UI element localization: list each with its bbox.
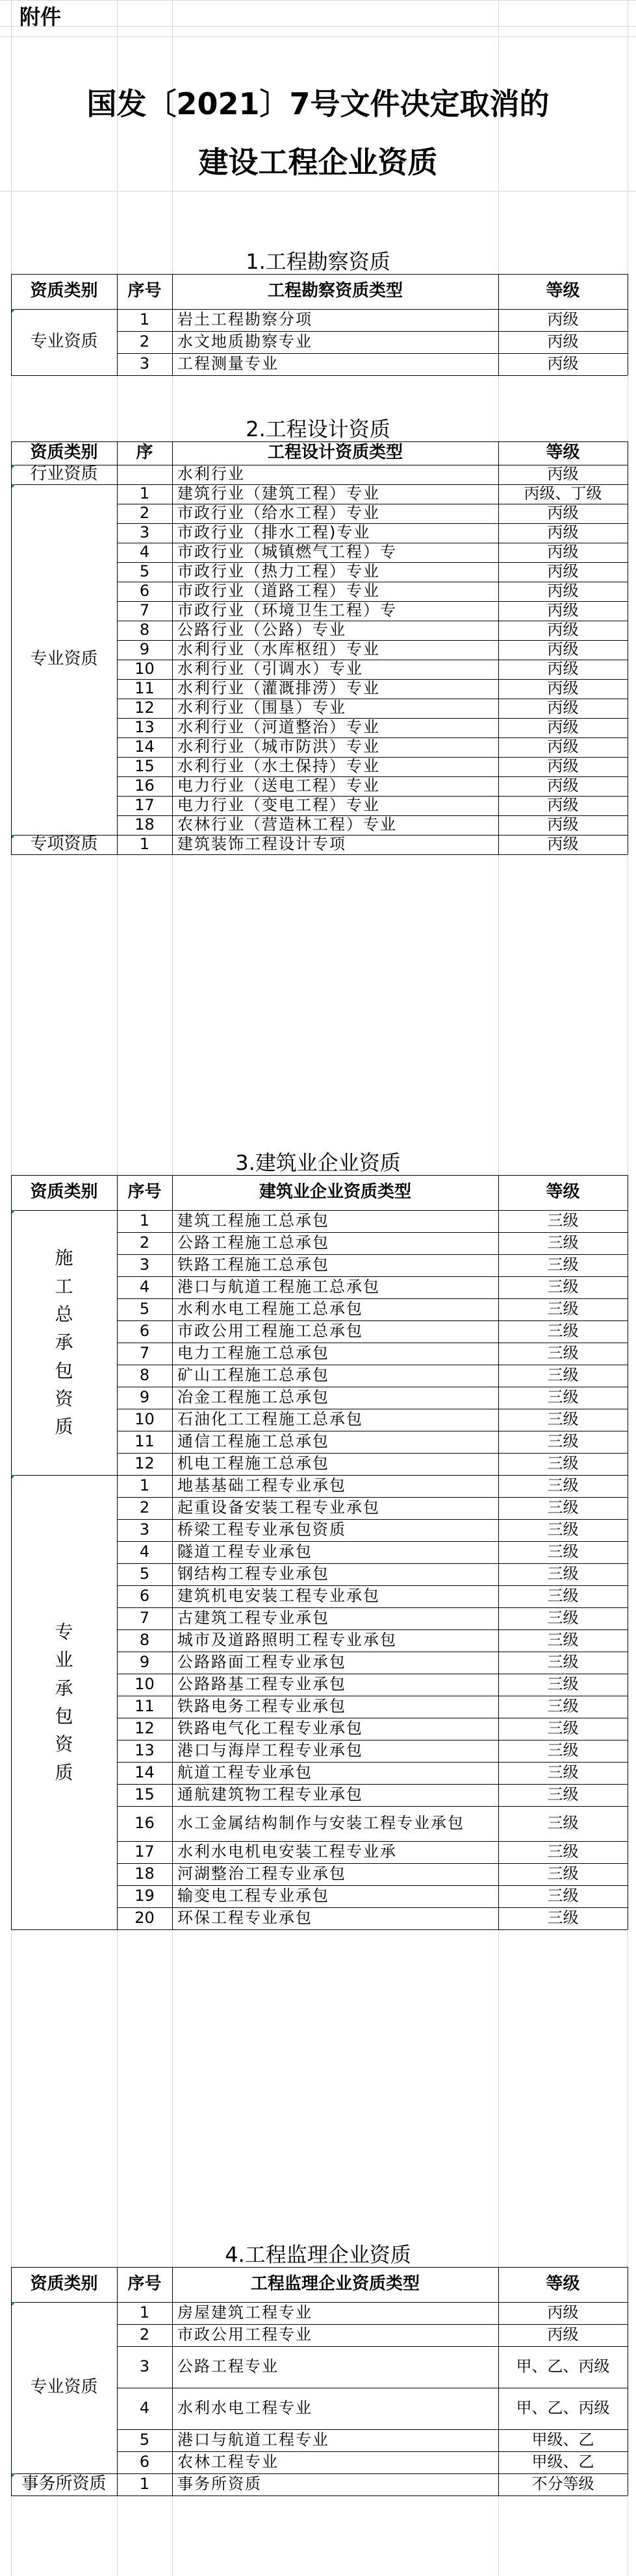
row-level: 三级 (547, 1719, 579, 1738)
row-seq: 1 (139, 835, 150, 854)
row-level: 三级 (547, 1256, 579, 1274)
row-type: 水利行业 (177, 465, 245, 484)
row-level: 甲级、乙 (531, 2453, 594, 2471)
column-header-seq: 序号 (127, 281, 162, 301)
row-type: 水利行业（河道整治）专业 (177, 718, 380, 737)
gridline (0, 191, 636, 192)
column-header-level: 等级 (546, 281, 580, 301)
row-seq: 3 (139, 1256, 150, 1274)
table-border (172, 441, 173, 854)
section-title: 2.工程设计资质 (246, 417, 390, 441)
row-type: 建筑行业（建筑工程）专业 (177, 484, 380, 503)
row-level: 三级 (547, 1322, 579, 1341)
group-category: 专项资质 (30, 835, 98, 854)
gridline (0, 36, 636, 37)
row-type: 房屋建筑工程专业 (177, 2303, 312, 2322)
row-level: 丙级、丁级 (524, 484, 602, 503)
row-seq: 3 (139, 1520, 150, 1539)
row-level: 丙级 (547, 543, 579, 562)
row-type: 河湖整治工程专业承包 (177, 1864, 346, 1883)
row-type: 水利行业（灌溉排涝）专业 (177, 679, 380, 698)
row-type: 港口与航道工程专业 (177, 2431, 329, 2449)
row-type: 岩土工程勘察分项 (177, 310, 312, 329)
row-level: 三级 (547, 1233, 579, 1252)
row-type: 市政行业（道路工程）专业 (177, 582, 380, 601)
row-level: 三级 (547, 1631, 579, 1650)
row-seq: 6 (139, 582, 150, 601)
row-seq: 8 (139, 621, 150, 639)
column-header-type: 工程勘察资质类型 (267, 281, 403, 301)
row-seq: 7 (139, 1344, 150, 1363)
row-seq: 6 (139, 1587, 150, 1605)
section-title: 1.工程勘察资质 (246, 249, 390, 274)
cell-comment-marker (11, 484, 16, 489)
column-header-seq: 序 (136, 443, 153, 463)
group-category: 专业资质 (30, 2377, 98, 2397)
row-level: 三级 (547, 1278, 579, 1296)
table-border (11, 274, 628, 275)
row-level: 丙级 (547, 465, 579, 484)
row-level: 三级 (547, 1785, 579, 1804)
table-border (172, 274, 173, 375)
row-seq: 11 (134, 1697, 155, 1716)
group-category: 专业承包资质 (55, 1620, 73, 1783)
row-seq: 10 (134, 1410, 155, 1429)
row-type: 建筑机电安装工程专业承包 (177, 1587, 380, 1605)
row-type: 起重设备安装工程专业承包 (177, 1498, 380, 1517)
row-type: 铁路电气化工程专业承包 (177, 1719, 363, 1738)
row-level: 丙级 (547, 796, 579, 815)
row-level: 三级 (547, 1587, 579, 1605)
row-seq: 6 (139, 1322, 150, 1341)
table-border (172, 2267, 173, 2496)
table-border (11, 1929, 628, 1930)
row-type: 工程测量专业 (177, 354, 279, 373)
row-type: 电力工程施工总承包 (177, 1344, 329, 1363)
row-level: 三级 (547, 1476, 579, 1495)
row-type: 环保工程专业承包 (177, 1909, 312, 1927)
row-seq: 16 (134, 1814, 155, 1833)
row-seq: 5 (139, 1300, 150, 1319)
row-level: 丙级 (547, 2325, 579, 2344)
row-type: 市政行业（给水工程）专业 (177, 504, 380, 523)
table-border (498, 2267, 499, 2496)
row-seq: 1 (139, 1211, 150, 1230)
row-seq: 2 (139, 2325, 150, 2344)
row-type: 市政公用工程施工总承包 (177, 1322, 363, 1341)
row-type: 公路工程施工总承包 (177, 1233, 329, 1252)
row-seq: 1 (139, 2303, 150, 2322)
cell-comment-marker (11, 1475, 16, 1480)
row-level: 丙级 (547, 354, 579, 373)
row-type: 古建筑工程专业承包 (177, 1609, 329, 1628)
row-type: 铁路工程施工总承包 (177, 1256, 329, 1274)
table-border (11, 2267, 628, 2268)
table-border (498, 274, 499, 375)
table-border (11, 854, 628, 855)
gridline (0, 0, 636, 1)
column-header-level: 等级 (546, 2274, 580, 2294)
row-level: 三级 (547, 1344, 579, 1363)
row-level: 丙级 (547, 640, 579, 659)
row-seq: 6 (139, 2453, 150, 2471)
table-border (11, 1175, 12, 1929)
column-header-type: 工程设计资质类型 (267, 443, 403, 463)
row-seq: 17 (134, 1842, 155, 1861)
section-title: 4.工程监理企业资质 (225, 2242, 411, 2267)
row-seq: 20 (134, 1909, 155, 1927)
row-type: 公路路面工程专业承包 (177, 1653, 346, 1672)
row-seq: 4 (139, 1542, 150, 1561)
row-type: 水利行业（水库枢纽）专业 (177, 640, 380, 659)
row-seq: 2 (139, 504, 150, 523)
row-level: 三级 (547, 1864, 579, 1883)
document-title-line-1: 国发〔2021〕7号文件决定取消的 (86, 86, 550, 121)
row-seq: 3 (139, 2357, 150, 2376)
row-level: 三级 (547, 1763, 579, 1782)
group-category: 专业资质 (30, 332, 98, 352)
table-border (11, 441, 12, 854)
table-border (11, 375, 628, 376)
column-header-category: 资质类别 (30, 281, 98, 301)
row-level: 丙级 (547, 835, 579, 854)
row-seq: 2 (139, 1233, 150, 1252)
row-type: 建筑装饰工程设计专项 (177, 835, 346, 854)
row-type: 公路工程专业 (177, 2357, 279, 2376)
row-level: 三级 (547, 1542, 579, 1561)
row-type: 公路行业（公路）专业 (177, 621, 346, 639)
row-type: 市政行业（环境卫生工程）专 (177, 601, 397, 620)
row-type: 农林行业（营造林工程）专业 (177, 815, 397, 834)
row-seq: 7 (139, 1609, 150, 1628)
group-category: 事务所资质 (21, 2474, 107, 2494)
row-level: 三级 (547, 1675, 579, 1694)
column-header-level: 等级 (546, 443, 580, 463)
table-border (498, 441, 499, 854)
row-level: 丙级 (547, 582, 579, 601)
row-level: 三级 (547, 1565, 579, 1583)
row-seq: 2 (139, 332, 150, 351)
table-border (498, 1175, 499, 1929)
row-level: 丙级 (547, 332, 579, 351)
row-level: 三级 (547, 1609, 579, 1628)
cell-comment-marker (11, 465, 16, 469)
row-type: 水利行业（引调水）专业 (177, 660, 363, 678)
row-seq: 4 (139, 1278, 150, 1296)
row-level: 丙级 (547, 660, 579, 678)
row-seq: 11 (134, 1432, 155, 1451)
row-seq (117, 465, 172, 484)
group-category: 施工总承包资质 (55, 1247, 73, 1438)
row-seq: 12 (134, 1719, 155, 1738)
row-level: 丙级 (547, 562, 579, 581)
row-level: 丙级 (547, 699, 579, 717)
row-seq: 9 (139, 1388, 150, 1407)
row-level: 三级 (547, 1454, 579, 1473)
row-type: 水利水电机电安装工程专业承 (177, 1842, 397, 1861)
row-type: 事务所资质 (177, 2475, 262, 2494)
row-type: 市政公用工程专业 (177, 2325, 312, 2344)
row-seq: 8 (139, 1631, 150, 1650)
row-seq: 1 (139, 1476, 150, 1495)
row-level: 丙级 (547, 679, 579, 698)
row-level: 丙级 (547, 601, 579, 620)
row-level: 丙级 (547, 757, 579, 776)
row-type: 钢结构工程专业承包 (177, 1565, 329, 1583)
row-seq: 12 (134, 699, 155, 717)
table-border (11, 441, 628, 442)
row-seq: 12 (134, 1454, 155, 1473)
row-seq: 18 (134, 1864, 155, 1883)
row-type: 水利行业（水土保持）专业 (177, 757, 380, 776)
row-level: 三级 (547, 1388, 579, 1407)
row-level: 甲级、乙 (531, 2431, 594, 2449)
row-level: 丙级 (547, 776, 579, 795)
row-type: 通信工程施工总承包 (177, 1432, 329, 1451)
row-type: 港口与航道工程施工总承包 (177, 1278, 380, 1296)
row-level: 丙级 (547, 718, 579, 737)
row-seq: 14 (134, 737, 155, 756)
row-seq: 8 (139, 1366, 150, 1385)
row-level: 三级 (547, 1741, 579, 1760)
row-level: 甲、乙、丙级 (516, 2399, 610, 2418)
section-title: 3.建筑业企业资质 (235, 1150, 401, 1175)
row-type: 矿山工程施工总承包 (177, 1366, 329, 1385)
cell-comment-marker (11, 2302, 16, 2307)
table-border (11, 1175, 628, 1176)
column-header-type: 工程监理企业资质类型 (250, 2274, 420, 2294)
row-type: 铁路电务工程专业承包 (177, 1697, 346, 1716)
row-seq: 17 (134, 796, 155, 815)
row-type: 港口与海岸工程专业承包 (177, 1741, 363, 1760)
row-seq: 5 (139, 2431, 150, 2449)
row-level: 三级 (547, 1887, 579, 1905)
row-seq: 4 (139, 543, 150, 562)
row-level: 丙级 (547, 504, 579, 523)
row-type: 冶金工程施工总承包 (177, 1388, 329, 1407)
row-seq: 9 (139, 1653, 150, 1672)
row-type: 通航建筑物工程专业承包 (177, 1785, 363, 1804)
column-header-category: 资质类别 (30, 443, 98, 463)
table-border (117, 441, 118, 854)
row-type: 水文地质勘察专业 (177, 332, 312, 351)
row-level: 丙级 (547, 310, 579, 329)
row-level: 三级 (547, 1909, 579, 1927)
column-header-category: 资质类别 (30, 2274, 98, 2294)
table-border (11, 274, 12, 375)
row-seq: 10 (134, 660, 155, 678)
row-level: 三级 (547, 1410, 579, 1429)
row-type: 公路路基工程专业承包 (177, 1675, 346, 1694)
row-type: 机电工程施工总承包 (177, 1454, 329, 1473)
row-level: 三级 (547, 1498, 579, 1517)
row-type: 市政行业（城镇燃气工程）专 (177, 543, 397, 562)
row-type: 水利水电工程专业 (177, 2399, 312, 2418)
row-seq: 15 (134, 1785, 155, 1804)
row-seq: 11 (134, 679, 155, 698)
row-type: 市政行业（排水工程)专业 (177, 523, 371, 542)
row-seq: 1 (139, 484, 150, 503)
row-type: 输变电工程专业承包 (177, 1887, 329, 1905)
column-header-seq: 序号 (127, 2274, 162, 2294)
row-seq: 16 (134, 776, 155, 795)
row-level: 三级 (547, 1653, 579, 1672)
row-seq: 1 (139, 2475, 150, 2494)
group-category: 行业资质 (30, 465, 98, 484)
column-header-level: 等级 (546, 1182, 580, 1202)
row-type: 航道工程专业承包 (177, 1763, 312, 1782)
row-type: 市政行业（热力工程）专业 (177, 562, 380, 581)
row-type: 隧道工程专业承包 (177, 1542, 312, 1561)
row-level: 丙级 (547, 737, 579, 756)
row-type: 水利行业（围垦）专业 (177, 699, 346, 717)
row-level: 甲、乙、丙级 (516, 2357, 610, 2376)
row-level: 三级 (547, 1366, 579, 1385)
row-type: 水利行业（城市防洪）专业 (177, 737, 380, 756)
row-type: 城市及道路照明工程专业承包 (177, 1631, 397, 1650)
row-level: 三级 (547, 1432, 579, 1451)
row-level: 丙级 (547, 815, 579, 834)
attachment-label: 附件 (19, 4, 62, 29)
row-type: 地基基础工程专业承包 (177, 1476, 346, 1495)
group-category: 专业资质 (30, 649, 98, 669)
row-type: 电力行业（变电工程）专业 (177, 796, 380, 815)
row-seq: 5 (139, 562, 150, 581)
row-type: 石油化工工程施工总承包 (177, 1410, 363, 1429)
row-seq: 13 (134, 1741, 155, 1760)
row-level: 三级 (547, 1814, 579, 1833)
row-seq: 14 (134, 1763, 155, 1782)
column-header-category: 资质类别 (30, 1182, 98, 1202)
row-level: 丙级 (547, 2303, 579, 2322)
table-border (117, 2267, 118, 2496)
table-border (172, 1175, 173, 1929)
table-border (117, 274, 118, 375)
row-level: 丙级 (547, 523, 579, 542)
row-level: 三级 (547, 1300, 579, 1319)
row-seq: 3 (139, 354, 150, 373)
row-type: 水工金属结构制作与安装工程专业承包 (177, 1814, 464, 1833)
row-type: 农林工程专业 (177, 2453, 279, 2471)
row-level: 三级 (547, 1520, 579, 1539)
row-seq: 7 (139, 601, 150, 620)
cell-comment-marker (11, 835, 16, 839)
document-title-line-2: 建设工程企业资质 (198, 144, 438, 180)
row-seq: 13 (134, 718, 155, 737)
column-header-type: 建筑业企业资质类型 (259, 1182, 411, 1202)
table-border (117, 1175, 118, 1929)
row-type: 水利水电工程施工总承包 (177, 1300, 363, 1319)
row-seq: 4 (139, 2399, 150, 2418)
cell-comment-marker (11, 309, 16, 314)
row-seq: 19 (134, 1887, 155, 1905)
row-level: 三级 (547, 1211, 579, 1230)
row-seq: 3 (139, 523, 150, 542)
row-seq: 15 (134, 757, 155, 776)
row-seq: 1 (139, 310, 150, 329)
row-seq: 2 (139, 1498, 150, 1517)
cell-comment-marker (11, 1210, 16, 1215)
row-level: 丙级 (547, 621, 579, 639)
table-border (11, 2267, 12, 2496)
row-level: 三级 (547, 1697, 579, 1716)
row-level: 不分等级 (531, 2475, 594, 2494)
row-seq: 18 (134, 815, 155, 834)
column-header-seq: 序号 (127, 1182, 162, 1202)
row-seq: 5 (139, 1565, 150, 1583)
row-seq: 9 (139, 640, 150, 659)
row-level: 三级 (547, 1842, 579, 1861)
row-type: 桥梁工程专业承包资质 (177, 1520, 346, 1539)
row-seq: 10 (134, 1675, 155, 1694)
row-type: 电力行业（送电工程）专业 (177, 776, 380, 795)
cell-comment-marker (11, 2473, 16, 2478)
row-type: 建筑工程施工总承包 (177, 1211, 329, 1230)
